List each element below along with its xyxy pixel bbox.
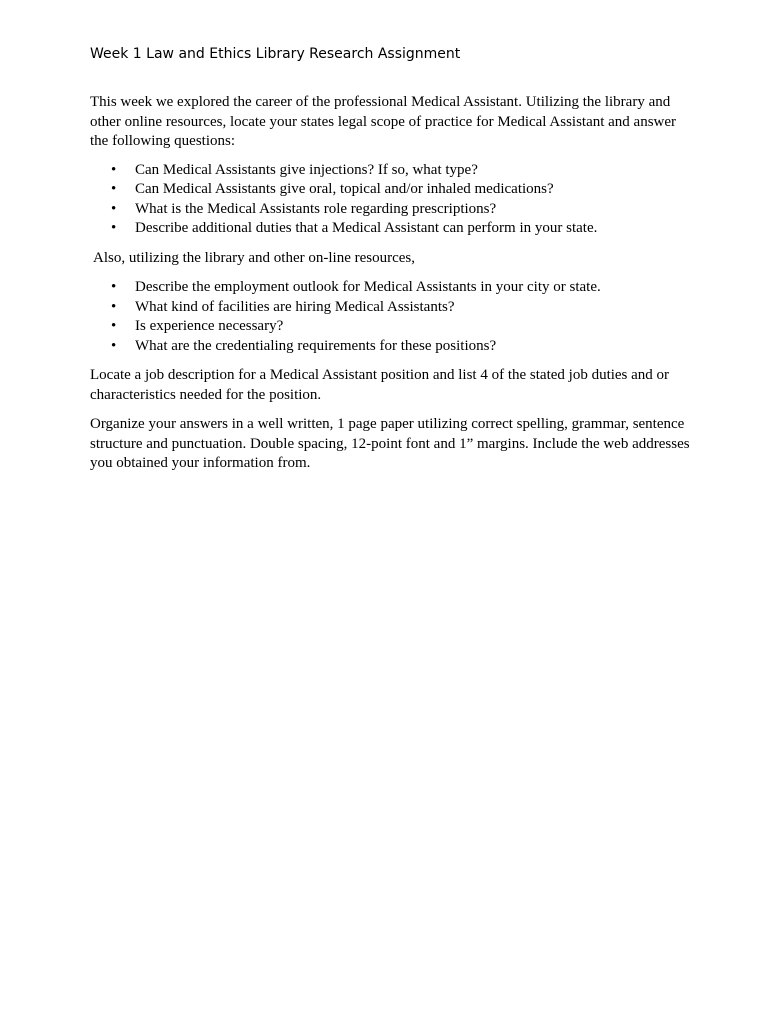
document-body	[90, 93, 690, 474]
question-list-b	[90, 278, 690, 356]
bullet-icon: •	[111, 279, 117, 295]
list-item-text: What are the credentialing requirements for these positions?	[135, 337, 497, 354]
also-paragraph: Also, utilizing the library and other on-line resources,	[93, 249, 415, 266]
list-item	[90, 200, 690, 220]
list-item-text: What is the Medical Assistants role regarding prescriptions?	[135, 200, 497, 217]
list-item	[90, 278, 690, 298]
list-item	[90, 298, 690, 318]
list-item	[90, 219, 690, 239]
bullet-icon: •	[111, 318, 117, 334]
bullet-icon: •	[111, 298, 117, 315]
list-item	[90, 161, 690, 181]
locate-paragraph: Locate a job description for a Medical Assistant position and list 4 of the stated job duties and or characteristics needed for the position.	[90, 367, 670, 403]
list-item-text: Describe additional duties that a Medical Assistant can perform in your state.	[135, 220, 598, 236]
document-title: Week 1 Law and Ethics Library Research Assignment	[90, 46, 461, 62]
list-item	[90, 180, 690, 200]
organize-paragraph: Organize your answers in a well written, 1 page paper utilizing correct spelling, grammar, sentence structure and punctuation. Double spacing, 12-point font and 1” margins. Include the web addresses you obtained your information from.	[90, 416, 690, 471]
list-item-text: Can Medical Assistants give injections? If so, what type?	[135, 161, 478, 178]
bullet-icon: •	[111, 181, 117, 197]
question-list-a	[90, 161, 690, 239]
bullet-icon: •	[111, 200, 117, 217]
list-item-text: Can Medical Assistants give oral, topical and/or inhaled medications?	[135, 181, 554, 197]
intro-paragraph: This week we explored the career of the professional Medical Assistant. Utilizing the library and other online resources, locate your states legal scope of practice for Medical Assistant and answer the following questions:	[90, 94, 677, 149]
list-item-text: Is experience necessary?	[135, 318, 284, 334]
bullet-icon: •	[111, 220, 117, 236]
bullet-icon: •	[111, 161, 117, 178]
list-item-text: Describe the employment outlook for Medical Assistants in your city or state.	[135, 279, 601, 295]
bullet-icon: •	[111, 337, 117, 354]
list-item	[90, 317, 690, 337]
list-item	[90, 337, 690, 357]
list-item-text: What kind of facilities are hiring Medical Assistants?	[135, 298, 455, 315]
